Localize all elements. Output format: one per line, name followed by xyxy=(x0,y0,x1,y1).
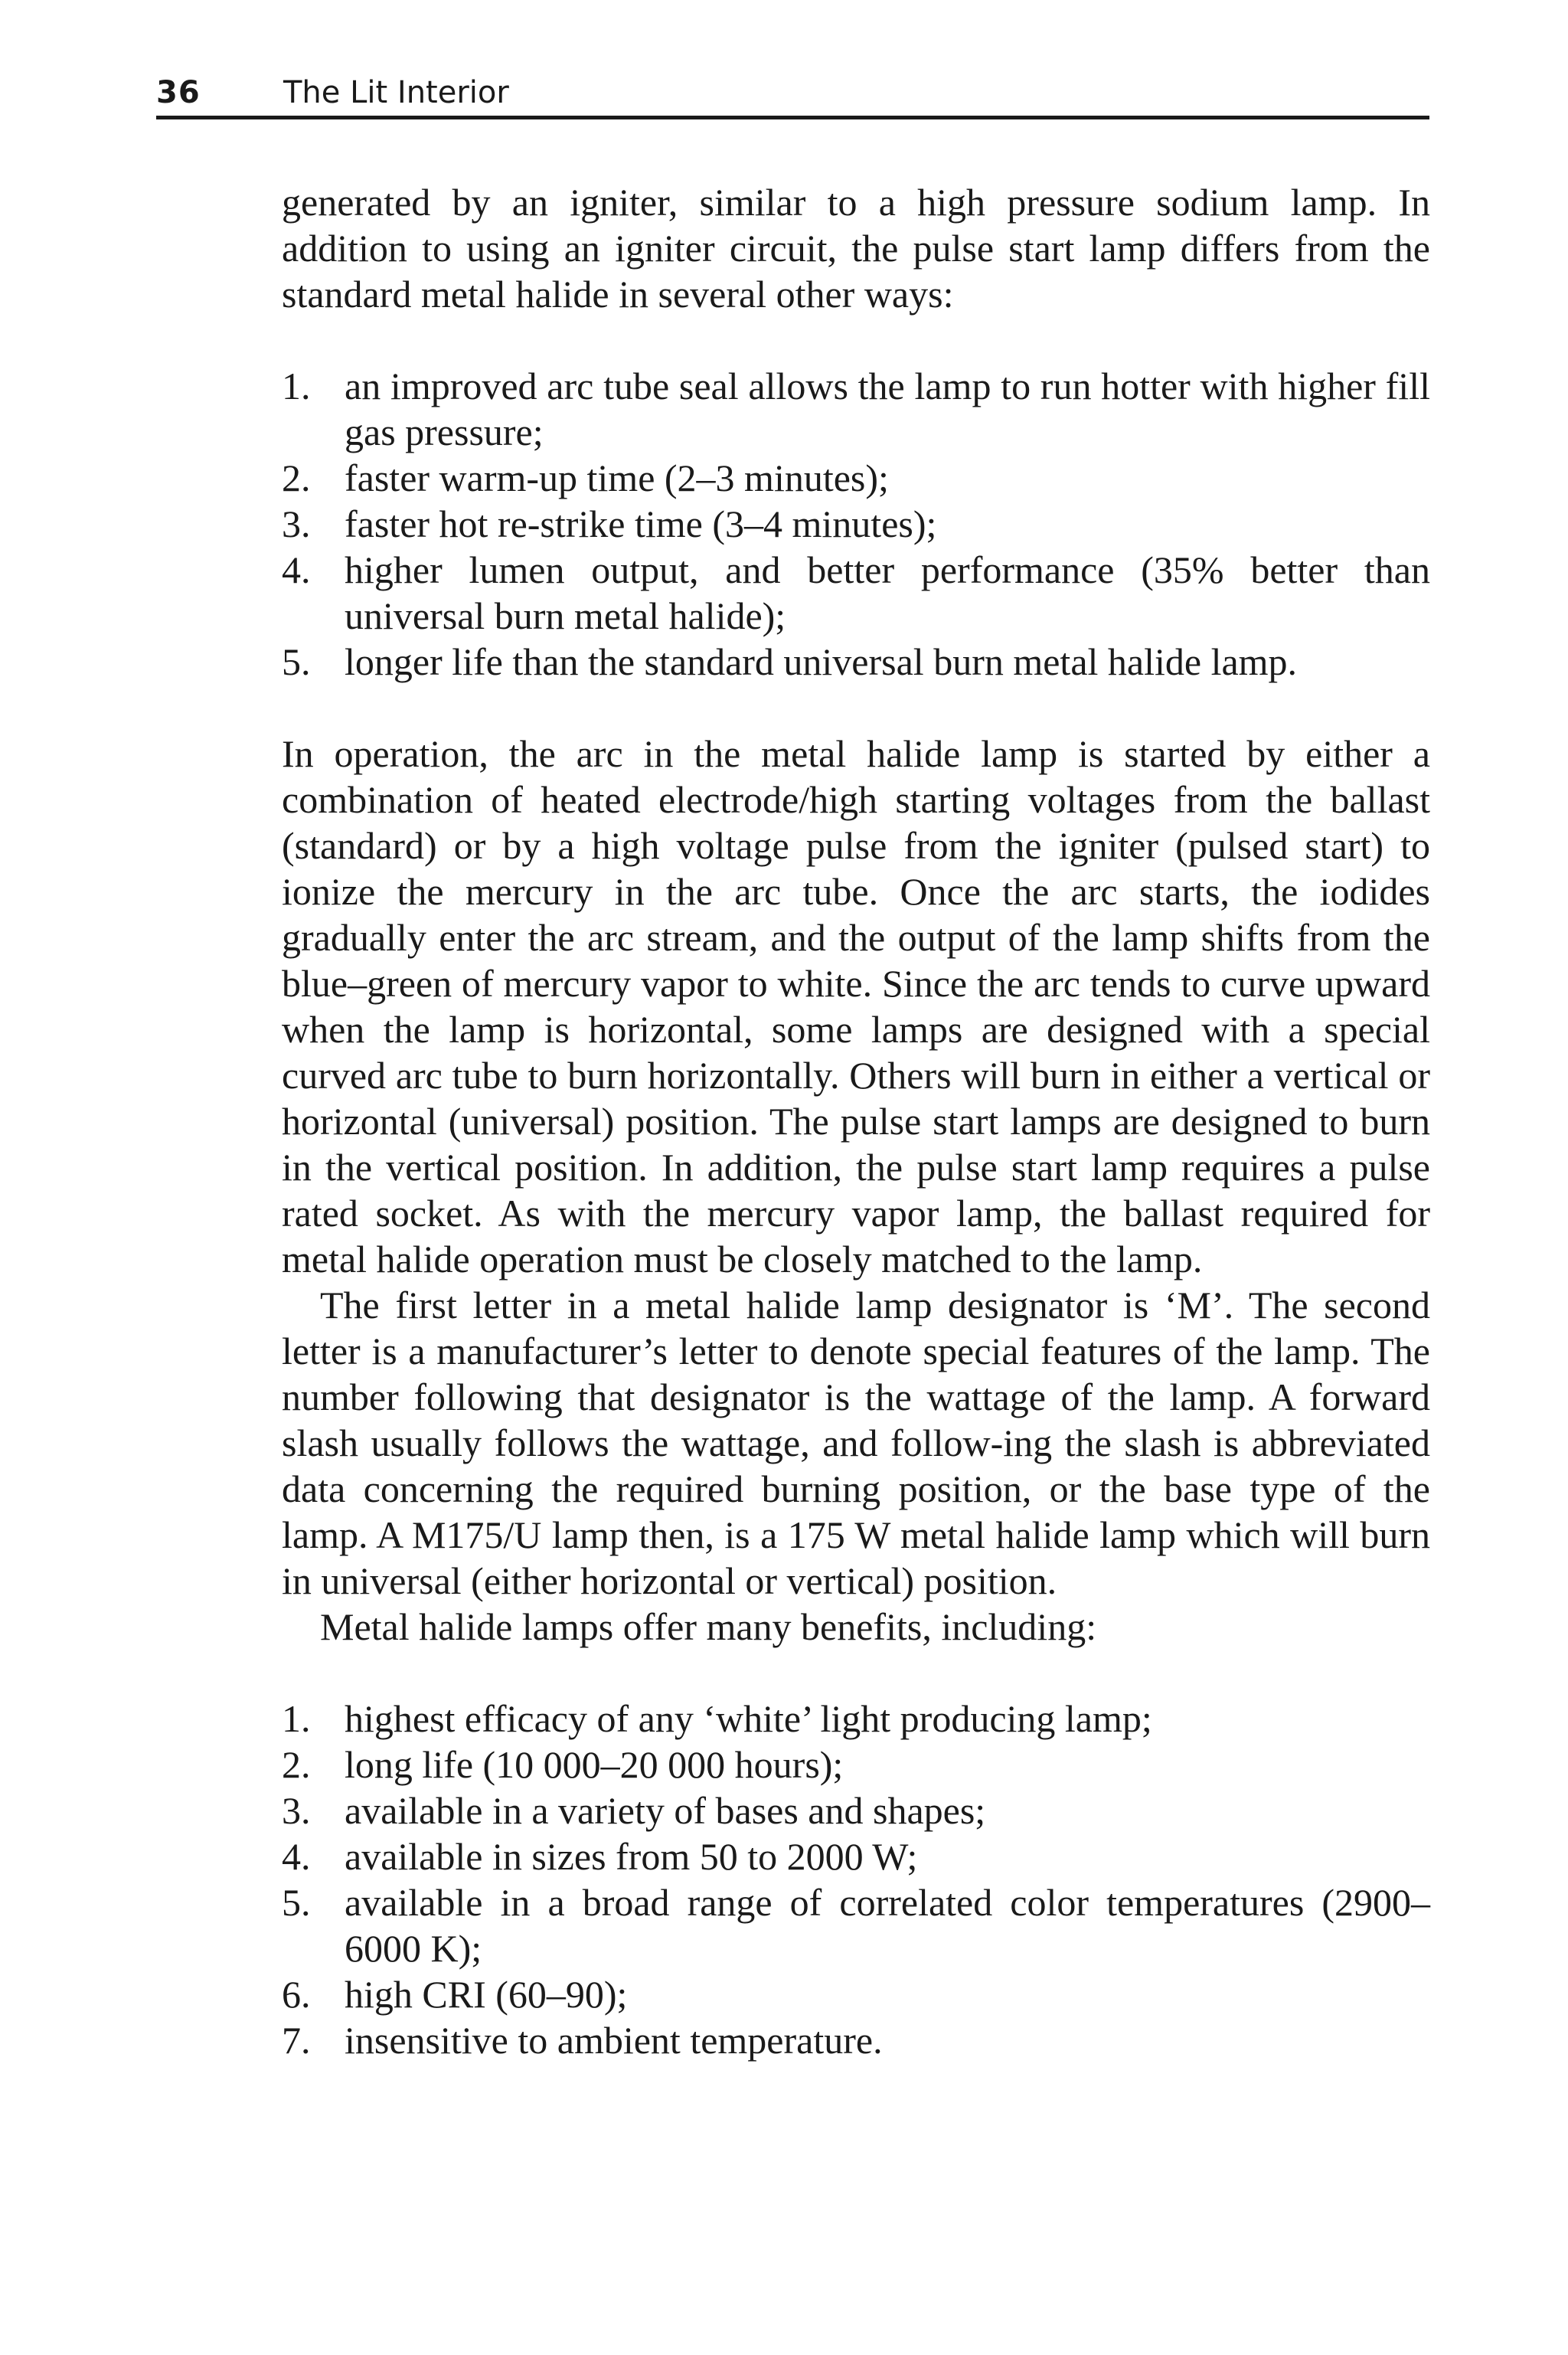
list-number: 2. xyxy=(282,1743,311,1786)
list-number: 3. xyxy=(282,502,311,545)
list-number: 1. xyxy=(282,1697,311,1740)
header-rule xyxy=(156,116,1429,119)
list-item xyxy=(282,1742,1430,1788)
paragraph-designator: The first letter in a metal halide lamp designator is ‘M’. The second letter is a manufacturer’s letter to denote special features of the lamp. The number following that designator is the wattage of the lamp. A forward slash usually follows the wattage, and follow-ing the slash is abbreviated data concerning the required burning position, or the base type of the lamp. A M175/U lamp then, is a 175 W metal halide lamp which will burn in universal (either horizontal or vertical) position. xyxy=(282,1284,1430,1602)
list-item-text: available in a variety of bases and shapes; xyxy=(345,1789,986,1832)
list-number: 5. xyxy=(282,1881,311,1924)
list-item-text: high CRI (60–90); xyxy=(345,1973,628,2016)
list-item xyxy=(282,1788,1430,1833)
spacer xyxy=(282,1650,1430,1696)
list-number: 3. xyxy=(282,1789,311,1832)
list-item xyxy=(282,1696,1430,1742)
list-item xyxy=(282,547,1430,639)
list-item xyxy=(282,1971,1430,2017)
list-item xyxy=(282,455,1430,501)
list-item xyxy=(282,639,1430,685)
list-number: 7. xyxy=(282,2019,311,2062)
list-item-text: insensitive to ambient temperature. xyxy=(345,2019,883,2062)
paragraph-benefits-intro: Metal halide lamps offer many benefits, including: xyxy=(320,1605,1097,1648)
body-text xyxy=(282,179,1430,2063)
list-item-text: faster hot re-strike time (3–4 minutes); xyxy=(345,502,937,545)
spacer xyxy=(282,685,1430,731)
list-item xyxy=(282,2017,1430,2063)
list-item-text: long life (10 000–20 000 hours); xyxy=(345,1743,844,1786)
list-item xyxy=(282,501,1430,547)
list-number: 6. xyxy=(282,1973,311,2016)
page-number: 36 xyxy=(156,75,201,110)
paragraph-intro: generated by an igniter, similar to a high pressure sodium lamp. In addition to using an igniter circuit, the pulse start lamp differs from the standard metal halide in several other ways: xyxy=(282,181,1430,316)
list-item-text: available in a broad range of correlated color temperatures (2900–6000 K); xyxy=(345,1881,1430,1970)
list-number: 4. xyxy=(282,548,311,591)
list-item-text: higher lumen output, and better performance (35% better than universal burn metal halide); xyxy=(345,548,1430,637)
running-head xyxy=(156,75,1429,121)
list-item-text: faster warm-up time (2–3 minutes); xyxy=(345,456,889,499)
spacer xyxy=(282,317,1430,363)
paragraph-operation: In operation, the arc in the metal halide lamp is started by either a combination of heated electrode/high starting voltages from the ballast (standard) or by a high voltage pulse from the igniter (pulsed start) to ionize the mercury in the arc tube. Once the arc starts, the iodides gradually enter the arc stream, and the output of the lamp shifts from the blue–green of mercury vapor to white. Since the arc tends to curve upward when the lamp is horizontal, some lamps are designed with a special curved arc tube to burn horizontally. Others will burn in either a vertical or horizontal (universal) position. The pulse start lamps are designed to burn in the vertical position. In addition, the pulse start lamp requires a pulse rated socket. As with the mercury vapor lamp, the ballast required for metal halide operation must be closely matched to the lamp. xyxy=(282,732,1430,1281)
pulse-start-differences-list xyxy=(282,363,1430,685)
list-item-text: highest efficacy of any ‘white’ light producing lamp; xyxy=(345,1697,1152,1740)
benefits-list xyxy=(282,1696,1430,2063)
list-item-text: an improved arc tube seal allows the lamp to run hotter with higher fill gas pressure; xyxy=(345,365,1430,453)
list-item xyxy=(282,1879,1430,1971)
list-item-text: available in sizes from 50 to 2000 W; xyxy=(345,1835,918,1878)
list-number: 1. xyxy=(282,365,311,407)
list-number: 5. xyxy=(282,640,311,683)
list-item xyxy=(282,1833,1430,1879)
list-item xyxy=(282,363,1430,455)
list-item-text: longer life than the standard universal burn metal halide lamp. xyxy=(345,640,1298,683)
running-title: The Lit Interior xyxy=(283,75,509,110)
list-number: 2. xyxy=(282,456,311,499)
list-number: 4. xyxy=(282,1835,311,1878)
